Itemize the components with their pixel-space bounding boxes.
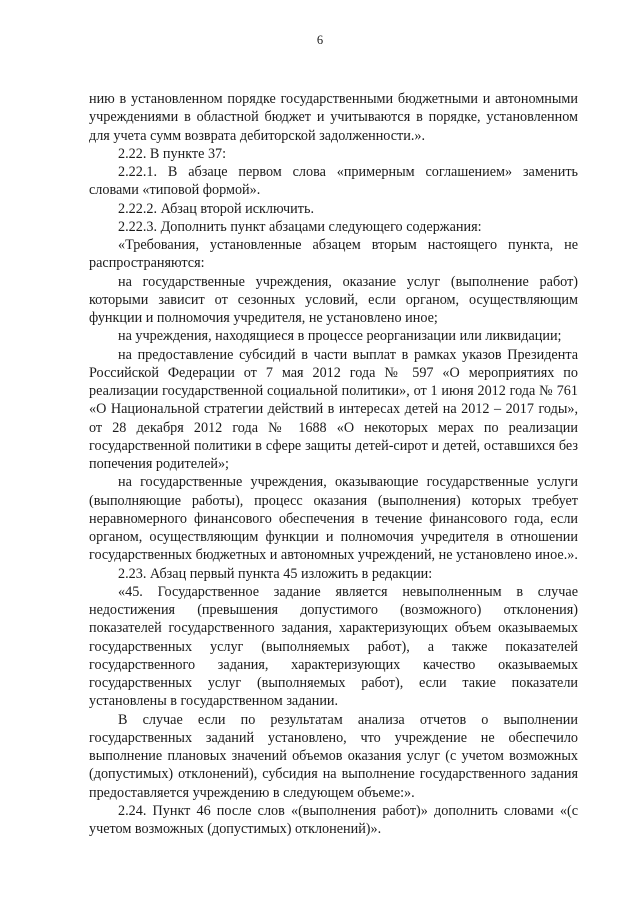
paragraph: 2.23. Абзац первый пункта 45 изложить в редакции: — [118, 565, 433, 582]
paragraph: В случае если по результатам анализа отчетов о выполнении государственных заданий установлено, что учреждение не обеспечило выполнение плановых значений объемов оказания услуг (с учетом возможных (допустимых) отклонений), субсидия на выполнение государственного задания предоставляется учреждению в следующем объеме:». — [89, 711, 578, 801]
paragraph: «45. Государственное задание является невыполненным в случае недостижения (превышения допустимого (возможного) отклонения) показателей государственного задания, характеризующих объем оказываемых государственных услуг (выполняемых работ), а также показателей государственного задания, характеризующих качество оказываемых государственных услуг (выполняемых работ), если такие показатели установлены в государственном задании. — [89, 583, 578, 710]
paragraph: 2.22. В пункте 37: — [118, 145, 227, 162]
paragraph: на государственные учреждения, оказывающие государственные услуги (выполняющие работы), процесс оказания (выполнения) которых требует неравномерного финансового обеспечения в течение финансового года, если органом, осуществляющим функции и полномочия учредителя в отношении государственных бюджетных и автономных учреждений, не установлено иное.». — [89, 474, 578, 564]
paragraph: 2.22.2. Абзац второй исключить. — [118, 200, 314, 217]
paragraph: на учреждения, находящиеся в процессе реорганизации или ликвидации; — [118, 328, 562, 345]
paragraph: 2.24. Пункт 46 после слов «(выполнения работ)» дополнить словами «(с учетом возможных (допустимых) отклонений)». — [89, 802, 578, 837]
paragraph: на предоставление субсидий в части выплат в рамках указов Президента Российской Федерации от 7 мая 2012 года № 597 «О мероприятиях по реализации государственной социальной политики», от 1 июня 2012 года № 761 «О Национальной стратегии действий в интересах детей на 2012 – 2017 годы», от 28 декабря 2012 года № 1688 «О некоторых мерах по реализации государственной политики в сфере защиты детей-сирот и детей, оставшихся без попечения родителей»; — [89, 346, 578, 472]
paragraph: 2.22.3. Дополнить пункт абзацами следующего содержания: — [118, 218, 482, 235]
paragraph: на государственные учреждения, оказание услуг (выполнение работ) которыми зависит от сезонных условий, если органом, осуществляющим функции и полномочия учредителя, не установлено иное; — [89, 273, 578, 326]
paragraph: «Требования, установленные абзацем вторым настоящего пункта, не распространяются: — [89, 237, 578, 272]
page-number: 6 — [316, 33, 324, 47]
paragraph: 2.22.1. В абзаце первом слова «примерным соглашением» заменить словами «типовой формой». — [89, 164, 578, 199]
paragraph: нию в установленном порядке государственными бюджетными и автономными учреждениями в областной бюджет и учитываются в порядке, установленном для учета сумм возврата дебиторской задолженности.». — [89, 91, 578, 144]
document-body — [89, 90, 578, 838]
